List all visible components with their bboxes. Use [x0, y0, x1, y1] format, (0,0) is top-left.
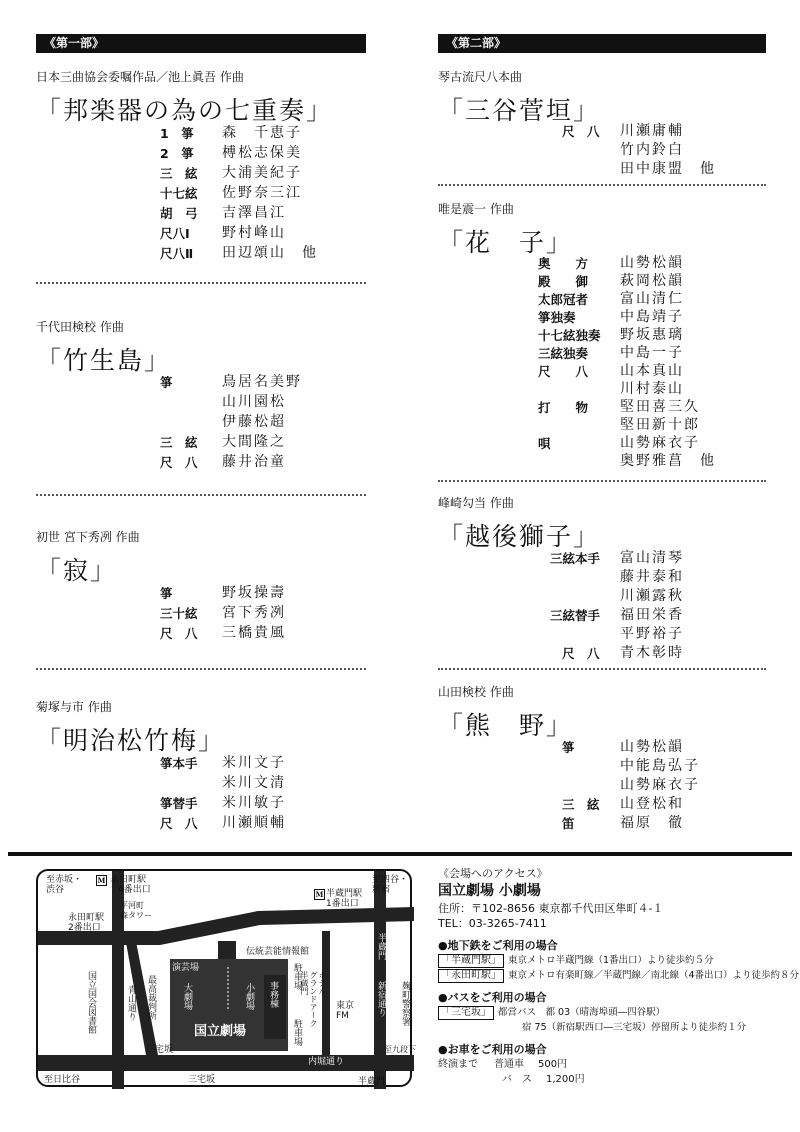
performer-name: 中能島弘子 [620, 758, 700, 774]
performer-role: 尺 八 [562, 124, 600, 139]
venue-tel: TEL：03-3265-7411 [438, 917, 547, 930]
section-divider [36, 668, 366, 670]
map-label-shogekijo: 小劇場 [244, 983, 254, 1010]
performer-role: 三絃替手 [550, 608, 601, 623]
map-label-aoyama: 青山通り [126, 985, 136, 1021]
performer-role: 2 箏 [160, 146, 194, 161]
map-label-chushajo1: 駐車場 [292, 963, 302, 990]
venue-address: 住所：〒102-8656 東京都千代田区隼町４-１ [438, 902, 664, 915]
performer-role: 三絃本手 [550, 551, 601, 566]
info-center-building [218, 941, 236, 959]
bus-stop-tag: 「三宅坂」 [438, 1006, 494, 1020]
performer-name: 藤井治童 [222, 454, 286, 470]
performer-name: 富山清琴 [620, 550, 684, 566]
map-label-nagatacho-station2: 永田町駅 [68, 913, 105, 923]
performer-role: 十七絃独奏 [538, 328, 601, 343]
performer-name: 野坂操壽 [222, 585, 286, 601]
map-label-nagatacho-exit: 4番出口 [118, 885, 151, 895]
performer-role: 尺 八 [160, 626, 198, 641]
part1-label: 《第一部》 [36, 34, 366, 53]
performer-name: 堅田新十郎 [620, 417, 700, 433]
section-divider [438, 668, 766, 670]
bus-line: 都営バス 都 03（晴海埠頭―四谷駅） [498, 1007, 666, 1018]
performer-name: 福原 徹 [620, 815, 684, 831]
section-divider [36, 494, 366, 496]
map-label-dento: 伝統芸能情報館 [246, 947, 310, 957]
section-divider [438, 184, 766, 186]
program-piece [438, 68, 766, 127]
performer-role: 殿 御 [538, 274, 589, 289]
performer-name: 川村泰山 [620, 381, 684, 397]
performer-role: 胡 弓 [160, 206, 198, 221]
performer-name: 青木彰時 [620, 645, 684, 661]
performer-role: 唄 [538, 436, 551, 451]
piece-title: 「竹生島」 [36, 346, 172, 375]
map-label-keishicho: 麹町警察署 [400, 981, 410, 1026]
performer-name: 山川園松 [222, 394, 286, 410]
performer-name: 竹内鈴白 [620, 142, 684, 158]
map-label-akasaka: 至赤坂・ 渋谷 [46, 875, 83, 895]
piece-composer: 峰崎勾当 作曲 [438, 496, 514, 510]
subway-station-icon: M [97, 876, 106, 885]
performer-role: 尺八Ⅱ [160, 246, 194, 261]
performer-role: 太郎冠者 [538, 292, 589, 307]
map-label-hanzomon-station: 半蔵門駅 [326, 889, 363, 899]
performer-name: 野村峰山 [222, 225, 286, 241]
performer-name: 藤井泰和 [620, 569, 684, 585]
performer-name: 中島一子 [620, 345, 684, 361]
performer-role: 三 絃 [160, 435, 198, 450]
performer-name: 山勢麻衣子 [620, 777, 700, 793]
map-label-uchibori: 内堀通り [308, 1057, 345, 1067]
performer-name: 佐野奈三江 [222, 185, 302, 201]
map-label-hirakawa: 平河町 森タワー [120, 901, 152, 920]
performer-name: 山登松和 [620, 796, 684, 812]
performer-name: 平野裕子 [620, 626, 684, 642]
subway-text: 東京メトロ有楽町線／半蔵門線／南北線（4番出口）より徒歩約８分 [508, 970, 800, 981]
piece-composer: 琴古流尺八本曲 [438, 70, 523, 84]
program-piece [36, 698, 366, 757]
map-label-hanzomon-exit: 1番出口 [326, 899, 359, 909]
piece-title: 「邦楽器の為の七重奏」 [36, 96, 334, 125]
piece-composer: 千代田検校 作曲 [36, 320, 124, 334]
map-label-kokuritsu: 国立劇場 [194, 1024, 247, 1039]
performer-name: 川瀬順輔 [222, 815, 286, 831]
performer-role: 箏 [160, 375, 173, 390]
performer-name: 大浦美紀子 [222, 165, 302, 181]
performer-name: 三橋貴風 [222, 625, 286, 641]
access-info [438, 866, 800, 1087]
section-divider [36, 282, 366, 284]
piece-title: 「花 子」 [438, 228, 574, 257]
map-label-saikosaibansho: 最高裁判所 [146, 975, 156, 1020]
subway-heading: ●地下鉄をご利用の場合 [438, 939, 558, 952]
map-label-jimusho: 事務棟 [268, 981, 278, 1008]
bus-heading: ●バスをご利用の場合 [438, 991, 547, 1004]
map-label-shinjuku: 新宿通り [376, 981, 386, 1017]
map-label-engei: 演芸場 [172, 963, 200, 973]
program-piece [438, 200, 766, 259]
performer-name: 米川文清 [222, 775, 286, 791]
part2-label: 《第二部》 [438, 34, 766, 53]
map-label-yotsuya: 至四谷・ 新宿 [372, 875, 409, 895]
performer-name: 川瀬露秋 [620, 588, 684, 604]
footer-rule [8, 852, 792, 856]
car-label: 終演まで [438, 1059, 478, 1070]
piece-title: 「寂」 [36, 556, 118, 585]
performer-name: 堅田喜三久 [620, 399, 700, 415]
performer-name: 宮下秀冽 [222, 605, 286, 621]
performer-name: 富山清仁 [620, 291, 684, 307]
performer-role: 尺 八 [160, 455, 198, 470]
program-piece [438, 494, 766, 553]
piece-composer: 菊塚与市 作曲 [36, 700, 112, 714]
map-label-tokyofm: 東京 FM [336, 1001, 355, 1021]
road [374, 871, 386, 1089]
performer-role: 箏替手 [160, 796, 198, 811]
map-label-kudanshita: 至九段下 [384, 1045, 416, 1054]
performer-role: 箏独奏 [538, 310, 576, 325]
performer-role: 三 絃 [562, 797, 600, 812]
performer-role: 打 物 [538, 400, 589, 415]
bus-line: 宿 75（新宿駅西口―三宅坂）停留所より徒歩約１分 [522, 1022, 747, 1033]
car-type: 普通車 [494, 1059, 524, 1070]
performer-name: 榑松志保美 [222, 145, 302, 161]
performer-name: 山勢松韻 [620, 255, 684, 271]
performer-role: 箏本手 [160, 756, 198, 771]
program-piece [36, 318, 366, 377]
performer-role: 尺八Ⅰ [160, 226, 190, 241]
subway-station-icon: M [315, 890, 324, 899]
section-divider [438, 480, 766, 482]
program-piece [36, 528, 366, 587]
performer-name: 川瀬庸輔 [620, 123, 684, 139]
piece-title: 「熊 野」 [438, 711, 574, 740]
piece-title: 「明治松竹梅」 [36, 726, 226, 755]
performer-role: 三十絃 [160, 606, 198, 621]
car-heading: ●お車をご利用の場合 [438, 1043, 547, 1056]
piece-composer: 唯是震一 作曲 [438, 202, 514, 216]
piece-composer: 初世 宮下秀冽 作曲 [36, 530, 140, 544]
map-label-chushajo2: 駐車場 [292, 1019, 302, 1046]
performer-name: 山勢松韻 [620, 739, 684, 755]
performer-role: 奥 方 [538, 256, 589, 271]
performer-name: 大間隆之 [222, 434, 286, 450]
performer-name: 野坂惠璃 [620, 327, 684, 343]
car-fee: 1,200円 [546, 1074, 585, 1085]
performer-role: 箏 [562, 740, 575, 755]
car-row [438, 1072, 778, 1087]
car-row [438, 1057, 778, 1072]
station-tag: 「半蔵門駅」 [438, 954, 504, 968]
map-label-kokkai: 国立国会図書館 [86, 971, 96, 1034]
performer-name: 萩岡松韻 [620, 273, 684, 289]
map-label-hanzomon-v: 半蔵門 [376, 933, 386, 960]
station-tag: 「永田町駅」 [438, 969, 504, 983]
map-label-miyakezaka: 三宅坂 [146, 1045, 174, 1055]
performer-name: 山本真山 [620, 363, 684, 379]
performer-name: 山勢麻衣子 [620, 435, 700, 451]
subway-text: 東京メトロ半蔵門線（1番出口）より徒歩約５分 [508, 955, 714, 966]
performer-role: 十七絃 [160, 186, 198, 201]
performer-role: 三絃独奏 [538, 346, 589, 361]
performer-name: 米川文子 [222, 755, 286, 771]
performer-role: 尺 八 [562, 646, 600, 661]
performer-role: 箏 [160, 586, 173, 601]
car-fee: 500円 [538, 1059, 568, 1070]
road [38, 1055, 414, 1069]
program-piece [36, 68, 366, 127]
subway-row [438, 968, 800, 983]
performer-name: 米川敏子 [222, 795, 286, 811]
access-heading: 《会場へのアクセス》 [438, 867, 548, 880]
performer-name: 森 千恵子 [222, 125, 302, 141]
performer-name: 田辺頌山 他 [222, 245, 318, 261]
performer-name: 中島靖子 [620, 309, 684, 325]
piece-title: 「三谷菅垣」 [438, 96, 601, 125]
performer-name: 田中康盟 他 [620, 161, 716, 177]
car-type: バ ス [502, 1074, 532, 1085]
map-label-sakuradamon: 至日比谷 [44, 1075, 81, 1085]
performer-role: 1 箏 [160, 126, 194, 141]
program-piece [438, 683, 766, 742]
road-edge [38, 1069, 414, 1071]
performer-name: 吉澤昌江 [222, 205, 286, 221]
map-label-daigekijo: 大劇場 [182, 983, 192, 1010]
performer-role: 笛 [562, 816, 575, 831]
map-label-nagatacho-station: 永田町駅 [110, 875, 147, 885]
venue-name: 国立劇場 小劇場 [438, 883, 541, 899]
map-label-hotel: ホテル グランドアーク 半蔵門 [300, 971, 327, 1027]
map-label-hanzomon-bottom: 半蔵門 [358, 1077, 386, 1087]
piece-composer: 山田検校 作曲 [438, 685, 514, 699]
performer-role: 尺 八 [160, 816, 198, 831]
performer-name: 鳥居名美野 [222, 374, 302, 390]
piece-composer: 日本三曲協会委嘱作品／池上眞吾 作曲 [36, 70, 244, 84]
map-label-nagatacho-exit2: 2番出口 [68, 923, 101, 933]
performer-role: 三 絃 [160, 166, 198, 181]
performer-role: 尺 八 [538, 364, 589, 379]
performer-name: 奥野雅菖 他 [620, 453, 716, 469]
bus-row [438, 1005, 778, 1020]
performer-name: 伊藤松超 [222, 414, 286, 430]
performer-name: 福田栄香 [620, 607, 684, 623]
subway-row [438, 953, 778, 968]
access-map [36, 869, 416, 1087]
map-label-bus1: 三宅坂 [188, 1075, 216, 1085]
piece-title: 「越後獅子」 [438, 522, 601, 551]
